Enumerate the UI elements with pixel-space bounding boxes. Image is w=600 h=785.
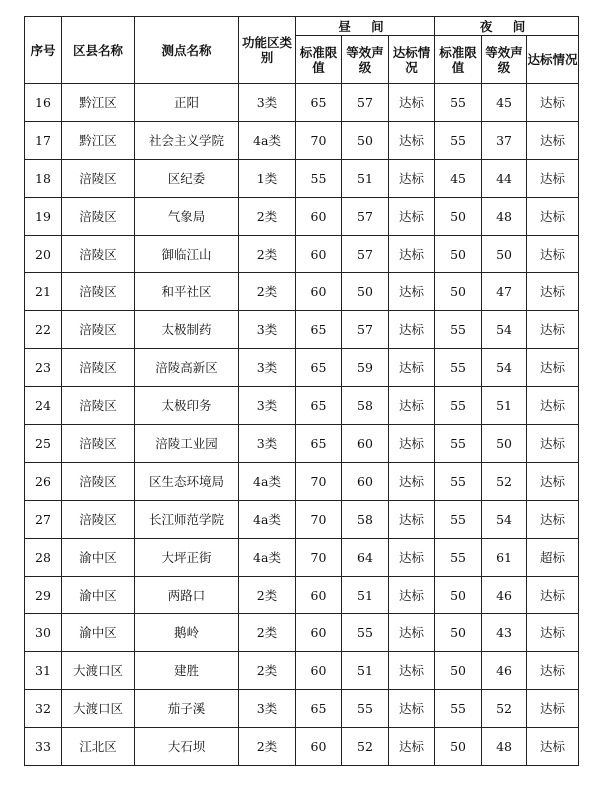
cell-seq: 31 [25,652,62,690]
cell-night-level: 50 [482,235,527,273]
table-row [25,538,579,576]
cell-night-limit: 55 [435,387,482,425]
cell-district: 涪陵区 [62,500,135,538]
cell-seq: 21 [25,273,62,311]
cell-night-level: 43 [482,614,527,652]
cell-day-limit: 60 [296,235,342,273]
table-row [25,84,579,122]
cell-site: 气象局 [135,197,239,235]
header-zone: 功能区类别 [239,17,296,84]
cell-day-level: 57 [342,235,389,273]
cell-day-status: 达标 [389,614,435,652]
cell-day-status: 达标 [389,311,435,349]
cell-night-level: 54 [482,349,527,387]
cell-zone: 2类 [239,728,296,766]
table-row [25,121,579,159]
cell-day-level: 60 [342,462,389,500]
cell-day-limit: 65 [296,84,342,122]
cell-district: 江北区 [62,728,135,766]
cell-night-limit: 50 [435,197,482,235]
cell-zone: 4a类 [239,462,296,500]
cell-day-limit: 65 [296,311,342,349]
cell-day-level: 60 [342,425,389,463]
cell-seq: 33 [25,728,62,766]
cell-district: 黔江区 [62,121,135,159]
cell-district: 黔江区 [62,84,135,122]
cell-day-limit: 60 [296,652,342,690]
cell-night-status: 达标 [527,652,579,690]
cell-district: 渝中区 [62,538,135,576]
cell-district: 涪陵区 [62,387,135,425]
cell-day-level: 51 [342,159,389,197]
cell-district: 涪陵区 [62,311,135,349]
cell-night-status: 达标 [527,690,579,728]
cell-day-limit: 70 [296,538,342,576]
cell-day-limit: 65 [296,690,342,728]
cell-night-level: 54 [482,311,527,349]
cell-night-level: 37 [482,121,527,159]
cell-seq: 20 [25,235,62,273]
cell-seq: 23 [25,349,62,387]
cell-site: 太极制药 [135,311,239,349]
cell-day-level: 50 [342,121,389,159]
cell-seq: 16 [25,84,62,122]
cell-zone: 3类 [239,690,296,728]
cell-day-level: 57 [342,311,389,349]
cell-zone: 1类 [239,159,296,197]
cell-seq: 30 [25,614,62,652]
table-row [25,235,579,273]
cell-night-limit: 55 [435,349,482,387]
cell-day-limit: 60 [296,728,342,766]
cell-site: 区生态环境局 [135,462,239,500]
cell-night-limit: 45 [435,159,482,197]
cell-night-status: 达标 [527,235,579,273]
table-row [25,311,579,349]
cell-night-status: 达标 [527,197,579,235]
cell-night-level: 47 [482,273,527,311]
cell-site: 涪陵工业园 [135,425,239,463]
cell-night-level: 52 [482,690,527,728]
table-row [25,425,579,463]
cell-night-limit: 55 [435,690,482,728]
cell-day-limit: 70 [296,462,342,500]
table-body [25,84,579,766]
cell-site: 大石坝 [135,728,239,766]
cell-day-status: 达标 [389,538,435,576]
cell-seq: 17 [25,121,62,159]
header-night-status: 达标情况 [527,36,579,84]
cell-site: 涪陵高新区 [135,349,239,387]
cell-night-limit: 55 [435,311,482,349]
cell-night-status: 达标 [527,349,579,387]
header-day-level: 等效声级 [342,36,389,84]
cell-day-limit: 70 [296,121,342,159]
header-day-status: 达标情况 [389,36,435,84]
cell-night-limit: 55 [435,425,482,463]
cell-day-status: 达标 [389,121,435,159]
cell-zone: 3类 [239,425,296,463]
cell-day-limit: 60 [296,273,342,311]
cell-day-limit: 65 [296,349,342,387]
table-row [25,652,579,690]
cell-zone: 2类 [239,273,296,311]
cell-district: 涪陵区 [62,349,135,387]
cell-night-limit: 50 [435,273,482,311]
cell-day-status: 达标 [389,728,435,766]
cell-site: 鹅岭 [135,614,239,652]
cell-zone: 2类 [239,576,296,614]
cell-zone: 2类 [239,197,296,235]
cell-night-level: 46 [482,652,527,690]
header-night: 夜 间 [435,17,579,36]
cell-zone: 4a类 [239,121,296,159]
cell-night-limit: 55 [435,538,482,576]
cell-night-limit: 55 [435,500,482,538]
cell-night-status: 达标 [527,387,579,425]
cell-seq: 26 [25,462,62,500]
header-district: 区县名称 [62,17,135,84]
cell-site: 长江师范学院 [135,500,239,538]
header-day-limit: 标准限值 [296,36,342,84]
cell-site: 建胜 [135,652,239,690]
cell-site: 社会主义学院 [135,121,239,159]
cell-day-limit: 60 [296,576,342,614]
cell-night-limit: 50 [435,614,482,652]
cell-zone: 2类 [239,235,296,273]
cell-night-status: 超标 [527,538,579,576]
cell-seq: 19 [25,197,62,235]
cell-day-status: 达标 [389,159,435,197]
cell-night-status: 达标 [527,311,579,349]
cell-district: 涪陵区 [62,273,135,311]
cell-seq: 25 [25,425,62,463]
cell-day-status: 达标 [389,652,435,690]
cell-zone: 3类 [239,349,296,387]
cell-night-level: 44 [482,159,527,197]
cell-site: 茄子溪 [135,690,239,728]
cell-night-limit: 55 [435,121,482,159]
header-seq: 序号 [25,17,62,84]
cell-district: 大渡口区 [62,652,135,690]
cell-night-level: 46 [482,576,527,614]
cell-night-limit: 50 [435,652,482,690]
cell-night-status: 达标 [527,462,579,500]
cell-seq: 32 [25,690,62,728]
cell-night-limit: 50 [435,576,482,614]
cell-day-level: 55 [342,690,389,728]
cell-day-status: 达标 [389,349,435,387]
cell-night-status: 达标 [527,273,579,311]
cell-day-limit: 70 [296,500,342,538]
cell-day-status: 达标 [389,197,435,235]
cell-night-status: 达标 [527,159,579,197]
table-row [25,462,579,500]
cell-day-limit: 60 [296,614,342,652]
cell-zone: 4a类 [239,538,296,576]
cell-night-level: 48 [482,197,527,235]
cell-night-limit: 55 [435,462,482,500]
cell-zone: 3类 [239,387,296,425]
cell-day-level: 51 [342,652,389,690]
cell-site: 正阳 [135,84,239,122]
cell-night-status: 达标 [527,728,579,766]
cell-day-level: 55 [342,614,389,652]
cell-district: 大渡口区 [62,690,135,728]
cell-night-status: 达标 [527,121,579,159]
cell-day-level: 51 [342,576,389,614]
cell-night-status: 达标 [527,500,579,538]
cell-night-limit: 50 [435,235,482,273]
cell-day-level: 57 [342,84,389,122]
cell-day-status: 达标 [389,235,435,273]
cell-district: 涪陵区 [62,159,135,197]
cell-day-limit: 65 [296,387,342,425]
cell-day-level: 58 [342,387,389,425]
cell-night-level: 52 [482,462,527,500]
cell-day-level: 50 [342,273,389,311]
cell-site: 区纪委 [135,159,239,197]
cell-zone: 4a类 [239,500,296,538]
cell-day-status: 达标 [389,84,435,122]
cell-night-level: 45 [482,84,527,122]
table-row [25,349,579,387]
table-row [25,197,579,235]
table-row [25,728,579,766]
cell-day-limit: 65 [296,425,342,463]
cell-day-level: 57 [342,197,389,235]
cell-day-status: 达标 [389,425,435,463]
cell-seq: 22 [25,311,62,349]
table-row [25,159,579,197]
cell-day-limit: 60 [296,197,342,235]
header-site: 测点名称 [135,17,239,84]
table-row [25,273,579,311]
cell-day-level: 64 [342,538,389,576]
cell-day-status: 达标 [389,462,435,500]
cell-day-status: 达标 [389,273,435,311]
cell-night-status: 达标 [527,614,579,652]
cell-seq: 24 [25,387,62,425]
cell-district: 涪陵区 [62,425,135,463]
cell-district: 涪陵区 [62,197,135,235]
cell-day-status: 达标 [389,500,435,538]
table-row [25,576,579,614]
cell-day-limit: 55 [296,159,342,197]
header-night-limit: 标准限值 [435,36,482,84]
cell-site: 大坪正街 [135,538,239,576]
cell-day-level: 59 [342,349,389,387]
cell-night-level: 61 [482,538,527,576]
cell-night-level: 51 [482,387,527,425]
header-day: 昼 间 [296,17,435,36]
cell-seq: 27 [25,500,62,538]
cell-seq: 28 [25,538,62,576]
cell-district: 渝中区 [62,614,135,652]
cell-night-level: 50 [482,425,527,463]
cell-night-limit: 50 [435,728,482,766]
cell-seq: 29 [25,576,62,614]
cell-night-limit: 55 [435,84,482,122]
cell-zone: 3类 [239,311,296,349]
cell-zone: 3类 [239,84,296,122]
cell-night-status: 达标 [527,576,579,614]
table-row [25,690,579,728]
cell-seq: 18 [25,159,62,197]
table-row [25,500,579,538]
cell-site: 太极印务 [135,387,239,425]
cell-district: 涪陵区 [62,235,135,273]
cell-district: 涪陵区 [62,462,135,500]
header-night-level: 等效声级 [482,36,527,84]
cell-district: 渝中区 [62,576,135,614]
cell-night-level: 48 [482,728,527,766]
cell-day-level: 58 [342,500,389,538]
cell-day-status: 达标 [389,690,435,728]
cell-site: 和平社区 [135,273,239,311]
cell-zone: 2类 [239,652,296,690]
cell-zone: 2类 [239,614,296,652]
cell-night-status: 达标 [527,425,579,463]
cell-day-status: 达标 [389,387,435,425]
cell-site: 两路口 [135,576,239,614]
table-row [25,387,579,425]
noise-monitoring-table [24,16,579,766]
cell-site: 御临江山 [135,235,239,273]
cell-day-level: 52 [342,728,389,766]
cell-night-level: 54 [482,500,527,538]
cell-night-status: 达标 [527,84,579,122]
table-row [25,614,579,652]
cell-day-status: 达标 [389,576,435,614]
